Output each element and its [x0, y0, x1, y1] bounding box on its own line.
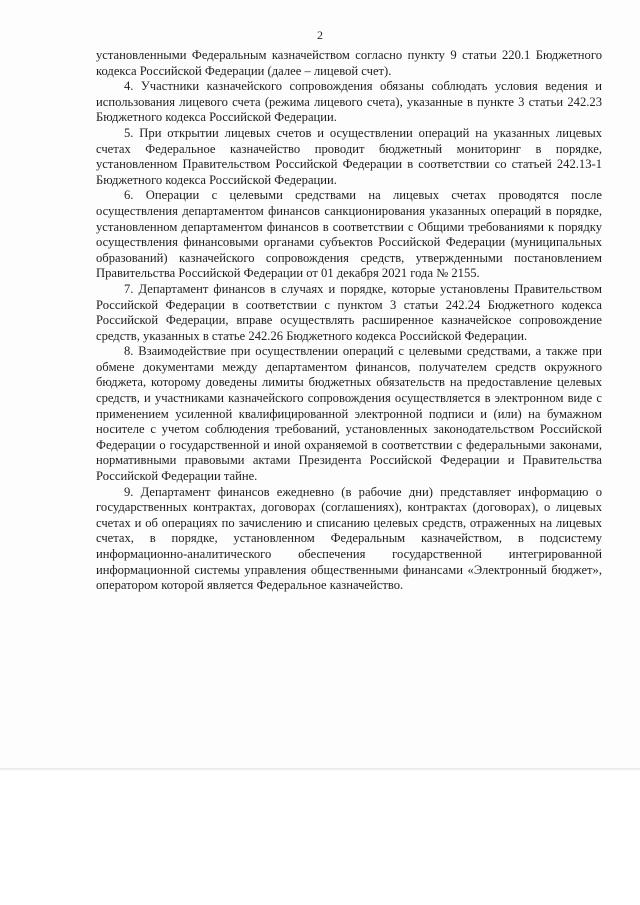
paragraph-continuation: установленными Федеральным казначейством согласно пункту 9 статьи 220.1 Бюджетного кодекса Российской Федерации (далее – лицевой счет). — [96, 48, 602, 78]
paragraph-6: 6. Операции с целевыми средствами на лицевых счетах проводятся после осуществления департаментом финансов санкционирования указанных операций в порядке, установленном департаментом финансов в соответствии с Общими требованиями к порядку осуществления финансовыми органами субъектов Российской Федерации (муниципальных образований) казначейского сопровождения средств, утвержденными постановлением Правительства Российской Федерации от 01 декабря 2021 года № 2155. — [96, 188, 602, 281]
paragraph-5: 5. При открытии лицевых счетов и осуществлении операций на указанных лицевых счетах Федеральное казначейство проводит бюджетный мониторинг в порядке, установленном Правительством Российской Федерации в соответствии со статьей 242.13-1 Бюджетного кодекса Российской Федерации. — [96, 125, 602, 187]
paragraph-9: 9. Департамент финансов ежедневно (в рабочие дни) представляет информацию о государственных контрактах, договорах (соглашениях), контрактах (договорах), о лицевых счетах и об операциях по зачислению и списанию целевых средств, отраженных на лицевых счетах, в порядке, установленном Федеральным казначейством, в подсистему информационно-аналитического обеспечения государственной интегрированной информационной системы управления общественными финансами «Электронный бюджет», оператором которой является Федеральное казначейство. — [96, 484, 602, 593]
paragraph-7: 7. Департамент финансов в случаях и порядке, которые установлены Правительством Российской Федерации в соответствии с пунктом 3 статьи 242.24 Бюджетного кодекса Российской Федерации, вправе осуществлять расширенное казначейское сопровождение средств, указанных в статье 242.26 Бюджетного кодекса Российской Федерации. — [96, 281, 602, 343]
paragraph-8: 8. Взаимодействие при осуществлении операций с целевыми средствами, а также при обмене документами между департаментом финансов, получателем средств окружного бюджета, которому доведены лимиты бюджетных обязательств на предоставление целевых средств, и участниками казначейского сопровождения осуществляется в электронном виде с применением усиленной квалифицированной электронной подписи и (или) на бумажном носителе с учетом соблюдения требований, установленных законодательством Российской Федерации о государственной и иной охраняемой в соответствии с федеральными законами, нормативными правовыми актами Президента Российской Федерации и Правительства Российской Федерации тайне. — [96, 344, 602, 484]
document-body — [96, 48, 602, 594]
blank-background — [0, 771, 640, 905]
page-number: 2 — [317, 28, 323, 42]
paragraph-4: 4. Участники казначейского сопровождения обязаны соблюдать условия ведения и использования лицевого счета (режима лицевого счета), указанные в пункте 3 статьи 242.23 Бюджетного кодекса Российской Федерации. — [96, 79, 602, 125]
